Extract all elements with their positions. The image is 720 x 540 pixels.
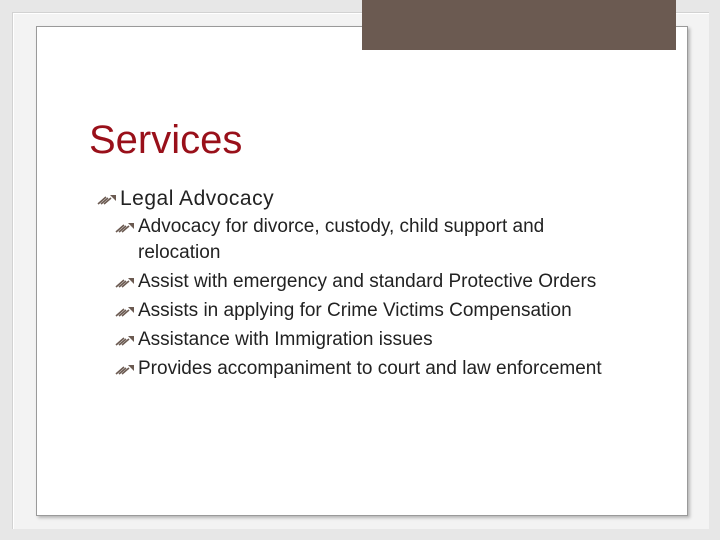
arrow-bullet-icon <box>114 362 138 376</box>
bullet-list <box>96 185 616 382</box>
arrow-bullet-icon <box>96 192 120 206</box>
bullet-item-legal-advocacy <box>96 185 616 213</box>
sub-bullet-text: Provides accompaniment to court and law enforcement <box>138 358 602 379</box>
sub-bullet-item <box>96 356 616 382</box>
sub-bullet-text: Advocacy for divorce, custody, child support and relocation <box>138 216 545 263</box>
sub-bullet-item <box>96 269 616 295</box>
sub-bullet-text: Assistance with Immigration issues <box>138 329 433 350</box>
sub-bullet-item <box>96 327 616 353</box>
header-accent-tab <box>362 0 676 50</box>
arrow-bullet-icon <box>114 304 138 318</box>
arrow-bullet-icon <box>114 333 138 347</box>
sub-bullet-text: Assist with emergency and standard Protective Orders <box>138 271 597 292</box>
arrow-bullet-icon <box>114 220 138 234</box>
bullet-text: Legal Advocacy <box>120 187 275 210</box>
sub-bullet-item <box>96 214 616 266</box>
slide-title: Services <box>89 118 243 162</box>
sub-bullet-text: Assists in applying for Crime Victims Compensation <box>138 300 572 321</box>
sub-bullet-item <box>96 298 616 324</box>
arrow-bullet-icon <box>114 275 138 289</box>
